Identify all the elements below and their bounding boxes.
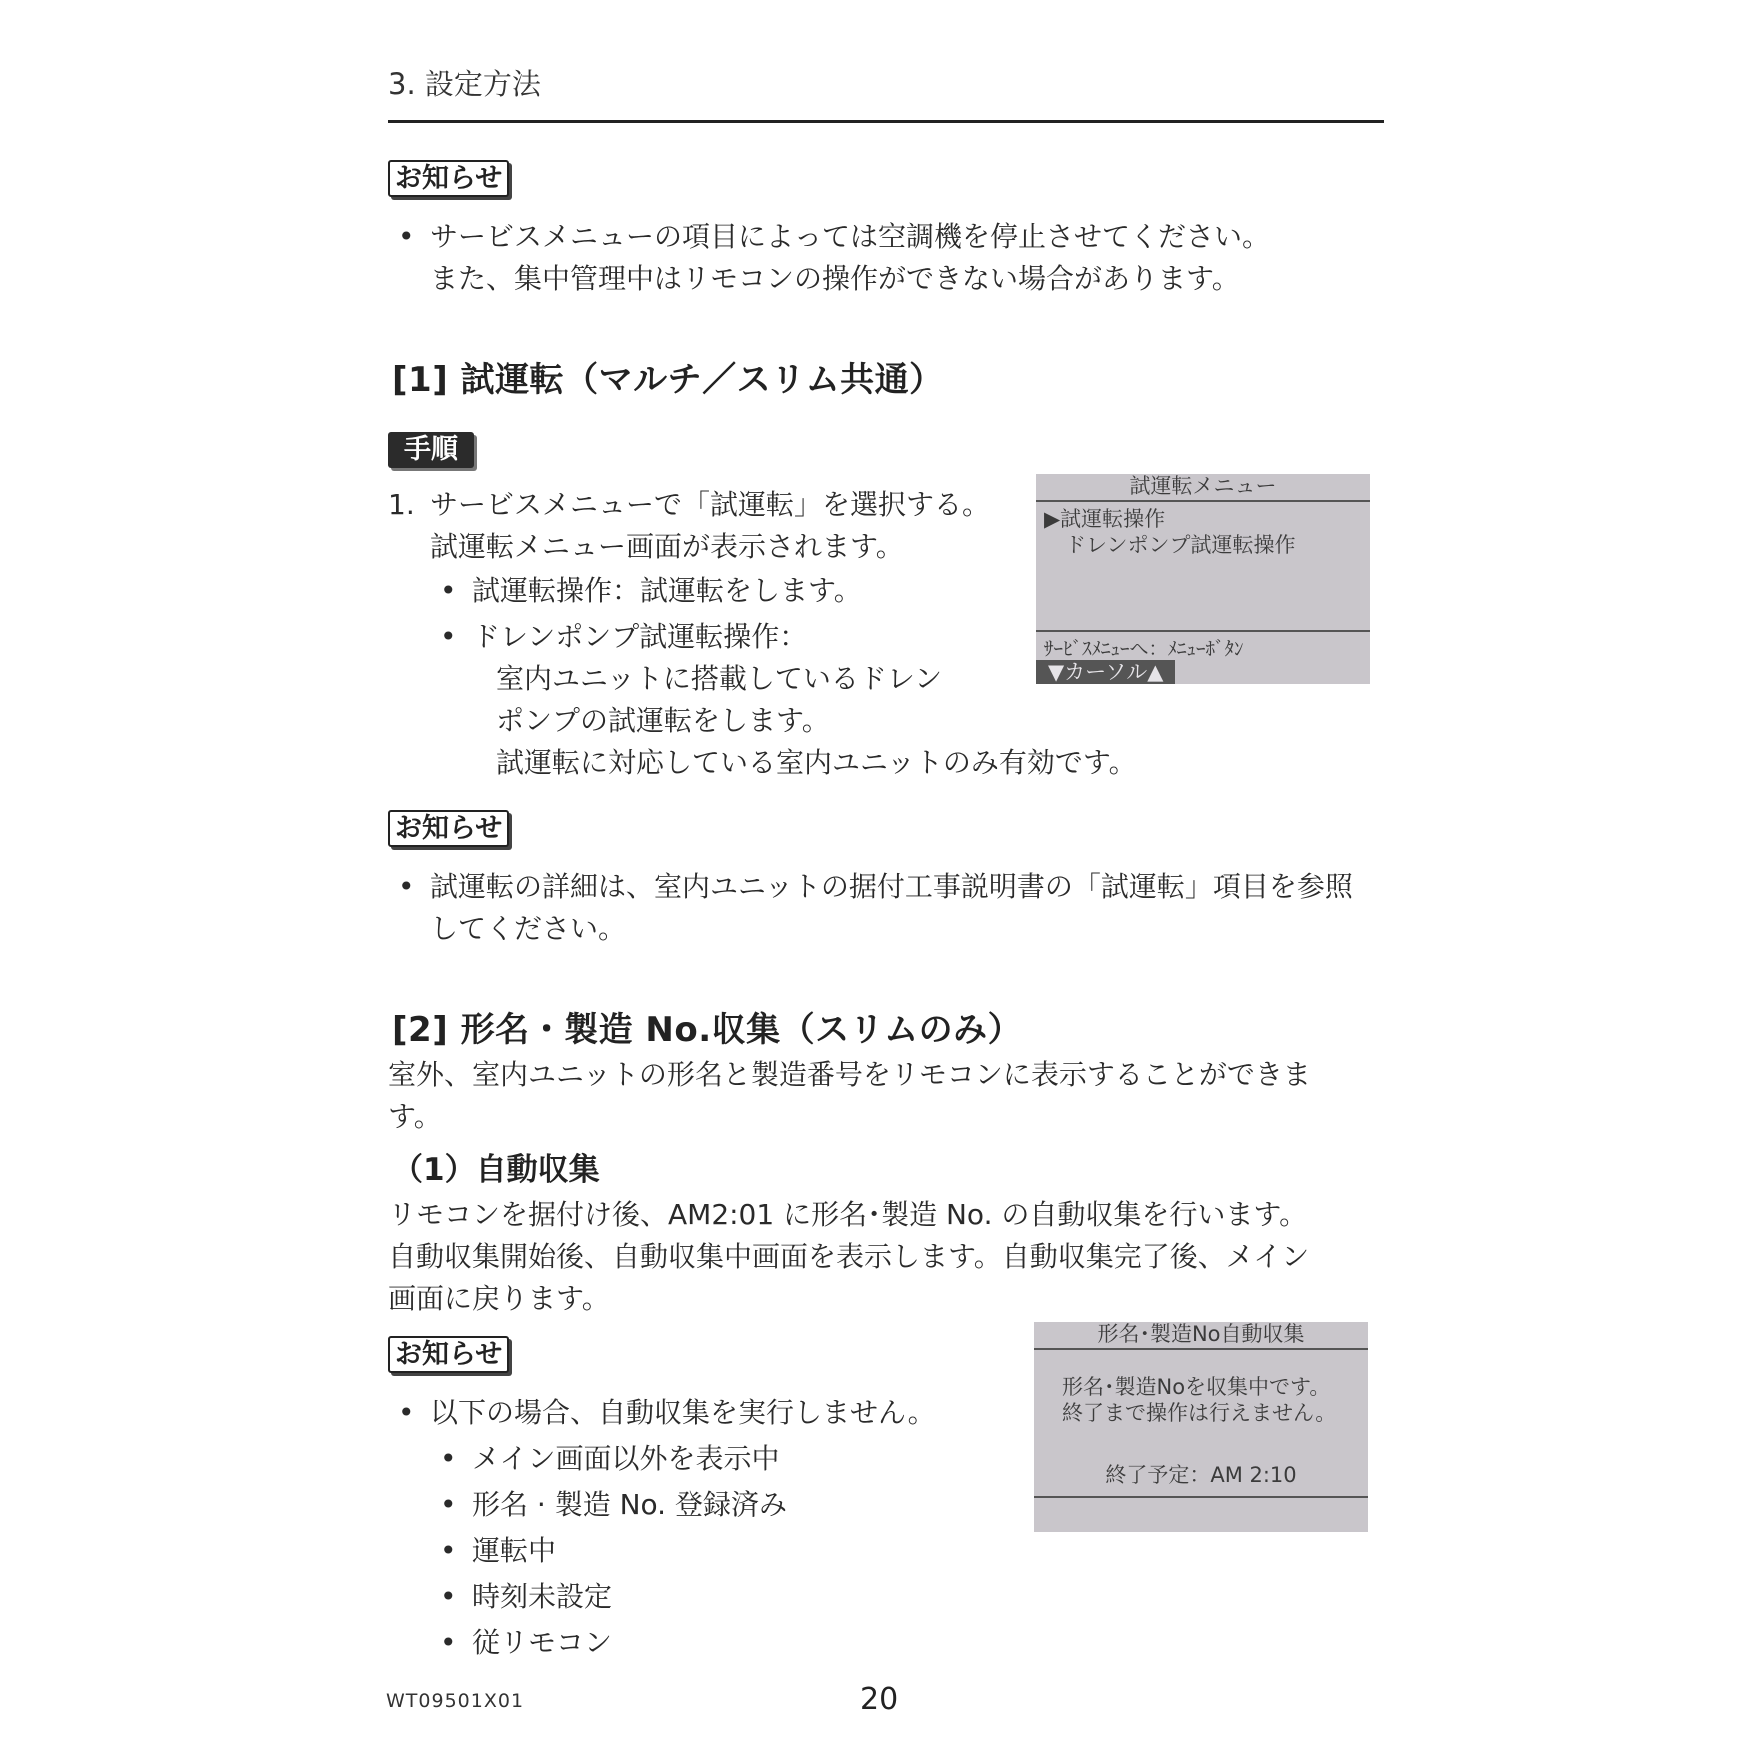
sub-item-test-run: • 試運転操作：試運転をします。: [430, 570, 1130, 612]
notice-1-line-2: また、集中管理中はリモコンの操作ができない場合があります。: [430, 262, 1240, 295]
section-2-heading: [2] 形名・製造 No.収集（スリムのみ）: [392, 1010, 1023, 1050]
document-code: WT09501X01: [386, 1690, 525, 1712]
lcd-auto-collect: [1034, 1322, 1368, 1532]
notice-1-body: [388, 216, 1384, 300]
lcd-1-item-2: ドレンポンプ試運転操作: [1044, 533, 1296, 557]
notice-3-conditions: [430, 1438, 1030, 1664]
condition-item: • 運転中: [430, 1530, 1030, 1572]
step-1-sub-items: [430, 570, 1130, 658]
section-2-intro: [388, 1054, 1388, 1138]
body-line-2: 自動収集開始後、自動収集中画面を表示します。自動収集完了後、メイン: [388, 1240, 1310, 1273]
header-divider: [388, 120, 1384, 123]
drain-desc-line-3: 試運転に対応している室内ユニットのみ有効です。: [496, 746, 1137, 779]
drain-desc-line-1: 室内ユニットに搭載しているドレン: [496, 662, 943, 695]
notice-2-line-2: してください。: [430, 912, 627, 945]
lcd-2-line-2: 終了まで操作は行えません。: [1062, 1401, 1337, 1425]
lcd-1-title: 試運転メニュー: [1036, 474, 1370, 502]
intro-line-2: す。: [388, 1100, 442, 1133]
notice-badge: お知らせ: [388, 1336, 509, 1373]
page-number: 20: [860, 1682, 899, 1717]
section-header-title: 3. 設定方法: [388, 67, 541, 101]
step-1-line-2: 試運転メニュー画面が表示されます。: [430, 530, 904, 563]
condition-item: • 従リモコン: [430, 1622, 1030, 1664]
sub-item-drain-pump: • ドレンポンプ試運転操作：: [430, 616, 1130, 658]
condition-item: • 時刻未設定: [430, 1576, 1030, 1618]
notice-badge: お知らせ: [388, 160, 509, 197]
notice-badge: お知らせ: [388, 810, 509, 847]
condition-item: • 形名 · 製造 No. 登録済み: [430, 1484, 1030, 1526]
section-1-heading: [1] 試運転（マルチ／スリム共通）: [392, 360, 944, 400]
subheading-auto-collect: （1）自動収集: [392, 1152, 600, 1188]
step-1-line-1: サービスメニューで「試運転」を選択する。: [430, 488, 991, 521]
notice-label-3: [388, 1336, 509, 1373]
lcd-test-run-menu: [1036, 474, 1370, 684]
notice-1-line-1: • サービスメニューの項目によっては空調機を停止させてください。: [388, 216, 1384, 258]
step-number: 1.: [388, 488, 415, 521]
procedure-label: [388, 432, 474, 468]
lcd-2-status: 終了予定：AM 2:10: [1105, 1463, 1297, 1487]
lcd-1-item-1: ▶試運転操作: [1044, 507, 1166, 531]
condition-item: • メイン画面以外を表示中: [430, 1438, 1030, 1480]
intro-line-1: 室外、室内ユニットの形名と製造番号をリモコンに表示することができま: [388, 1058, 1311, 1091]
lcd-1-cursor-hint: ▼カーソル▲: [1036, 660, 1175, 684]
lcd-2-title: 形名･製造No自動収集: [1034, 1322, 1368, 1350]
body-line-3: 画面に戻ります。: [388, 1282, 610, 1315]
notice-label-1: [388, 160, 509, 197]
step-1: [388, 484, 1028, 568]
notice-3-lead: • 以下の場合、自動収集を実行しません。: [388, 1392, 1008, 1434]
lcd-2-line-1: 形名･製造Noを収集中です。: [1062, 1375, 1331, 1399]
procedure-badge: 手順: [388, 432, 474, 468]
drain-desc-line-2: ポンプの試運転をします。: [496, 704, 830, 737]
notice-2-body: [388, 866, 1388, 950]
body-line-1: リモコンを据付け後、AM2:01 に形名･製造 No. の自動収集を行います。: [388, 1198, 1308, 1231]
notice-label-2: [388, 810, 509, 847]
notice-3-body: [388, 1392, 1008, 1434]
auto-collect-body: [388, 1194, 1388, 1320]
notice-2-line-1: • 試運転の詳細は、室内ユニットの据付工事説明書の「試運転」項目を参照: [388, 866, 1388, 908]
lcd-1-footer: ｻｰﾋﾞｽﾒﾆｭｰへ：ﾒﾆｭｰﾎﾞﾀﾝ: [1044, 638, 1244, 660]
lcd-2-separator: [1034, 1496, 1368, 1498]
